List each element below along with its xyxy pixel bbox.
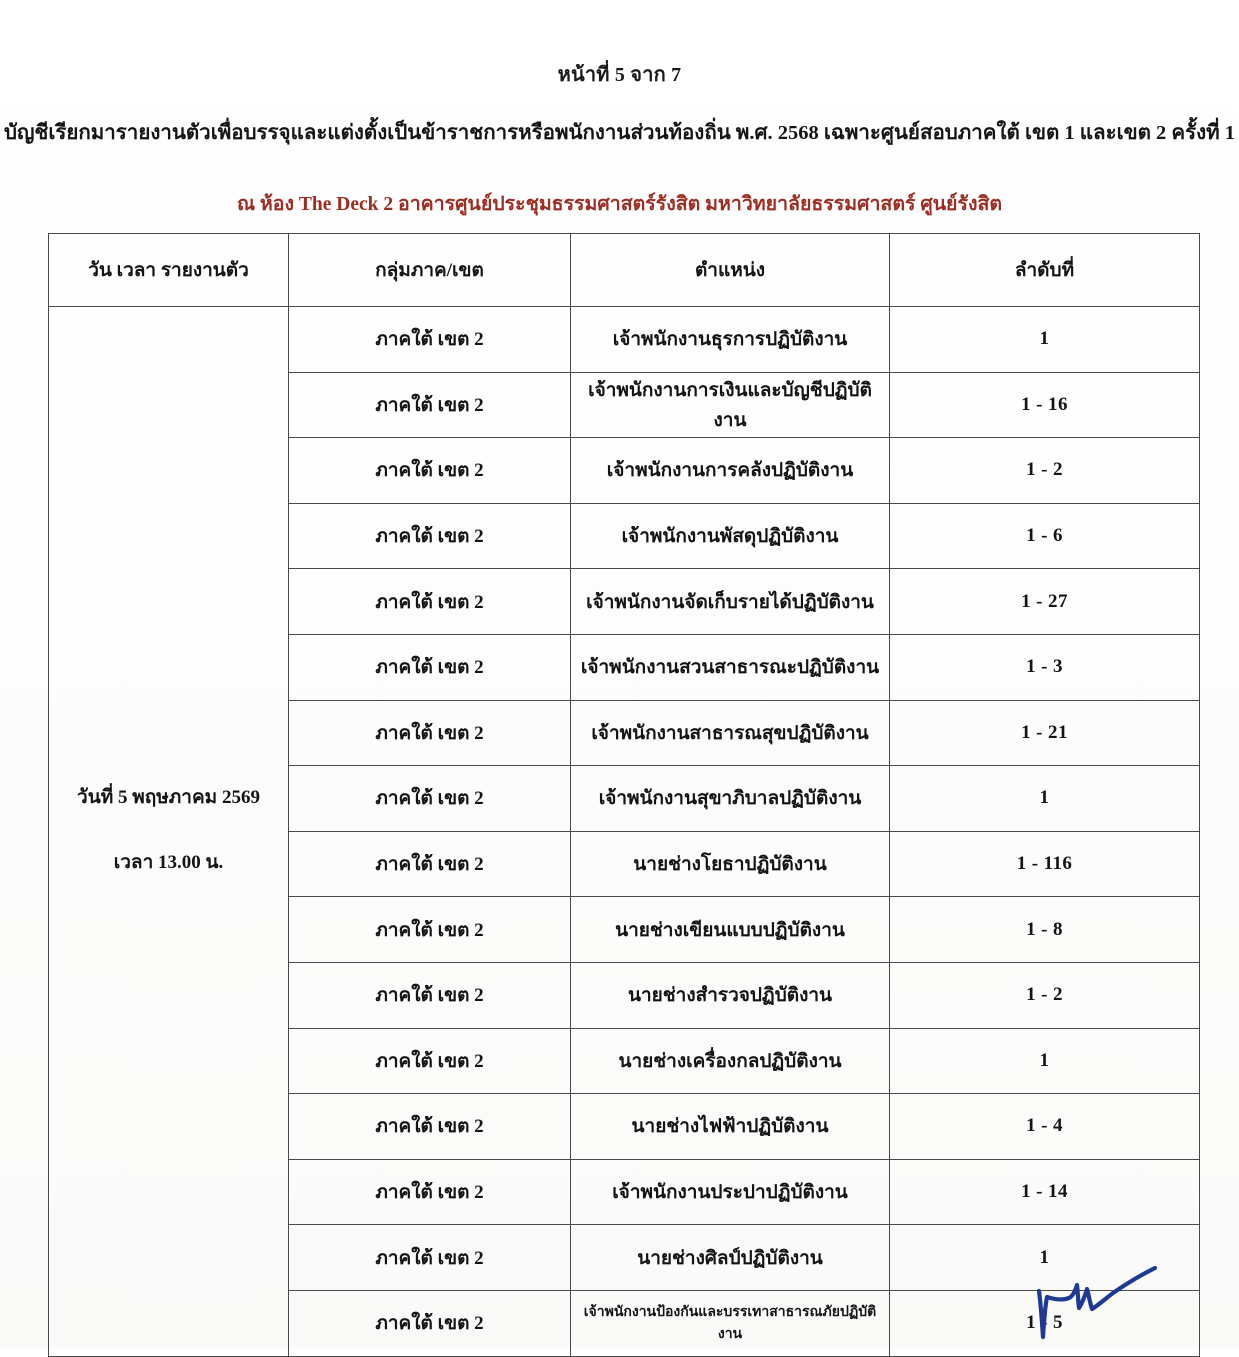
cell-position: นายช่างสำรวจปฏิบัติงาน bbox=[571, 962, 890, 1028]
cell-order: 1 - 5 bbox=[890, 1290, 1200, 1356]
cell-region: ภาคใต้ เขต 2 bbox=[289, 372, 571, 438]
cell-position: เจ้าพนักงานการคลังปฏิบัติงาน bbox=[571, 438, 890, 504]
cell-position: เจ้าพนักงานป้องกันและบรรเทาสาธารณภัยปฏิบัติงาน bbox=[571, 1290, 890, 1356]
cell-region: ภาคใต้ เขต 2 bbox=[289, 831, 571, 897]
cell-position: นายช่างโยธาปฏิบัติงาน bbox=[571, 831, 890, 897]
cell-position: เจ้าพนักงานสาธารณสุขปฏิบัติงาน bbox=[571, 700, 890, 766]
cell-region: ภาคใต้ เขต 2 bbox=[289, 1159, 571, 1225]
cell-position: เจ้าพนักงานพัสดุปฏิบัติงาน bbox=[571, 503, 890, 569]
cell-region: ภาคใต้ เขต 2 bbox=[289, 962, 571, 1028]
report-time: เวลา 13.00 น. bbox=[113, 852, 224, 874]
table-header bbox=[49, 234, 1200, 307]
document-title: บัญชีเรียกมารายงานตัวเพื่อบรรจุและแต่งตั้งเป็นข้าราชการหรือพนักงานส่วนท้องถิ่น พ.ศ. 2568 เฉพาะศูนย์สอบภาคใต้ เขต 1 และเขต 2 ครั้งที่ 1 bbox=[3, 122, 1236, 144]
cell-order: 1 bbox=[890, 307, 1200, 373]
column-header-order: ลำดับที่ bbox=[890, 234, 1200, 307]
cell-report-datetime bbox=[49, 307, 289, 1357]
cell-position: เจ้าพนักงานประปาปฏิบัติงาน bbox=[571, 1159, 890, 1225]
cell-order: 1 - 27 bbox=[890, 569, 1200, 635]
table-header-row bbox=[49, 234, 1200, 307]
cell-order: 1 - 16 bbox=[890, 372, 1200, 438]
table-row bbox=[49, 307, 1200, 373]
cell-order: 1 bbox=[890, 1225, 1200, 1291]
cell-region: ภาคใต้ เขต 2 bbox=[289, 634, 571, 700]
report-date: วันที่ 5 พฤษภาคม 2569 bbox=[77, 787, 260, 809]
cell-position: เจ้าพนักงานการเงินและบัญชีปฏิบัติงาน bbox=[571, 372, 890, 438]
cell-order: 1 - 2 bbox=[890, 962, 1200, 1028]
cell-region: ภาคใต้ เขต 2 bbox=[289, 1094, 571, 1160]
cell-order: 1 bbox=[890, 766, 1200, 832]
cell-position: เจ้าพนักงานธุรการปฏิบัติงาน bbox=[571, 307, 890, 373]
table-body bbox=[49, 307, 1200, 1357]
cell-region: ภาคใต้ เขต 2 bbox=[289, 897, 571, 963]
cell-position: เจ้าพนักงานสุขาภิบาลปฏิบัติงาน bbox=[571, 766, 890, 832]
cell-position: เจ้าพนักงานจัดเก็บรายได้ปฏิบัติงาน bbox=[571, 569, 890, 635]
cell-region: ภาคใต้ เขต 2 bbox=[289, 503, 571, 569]
column-header-region: กลุ่มภาค/เขต bbox=[289, 234, 571, 307]
cell-region: ภาคใต้ เขต 2 bbox=[289, 438, 571, 504]
column-header-position: ตำแหน่ง bbox=[571, 234, 890, 307]
report-table-container bbox=[48, 233, 1199, 1343]
cell-region: ภาคใต้ เขต 2 bbox=[289, 307, 571, 373]
cell-position: นายช่างไฟฟ้าปฏิบัติงาน bbox=[571, 1094, 890, 1160]
cell-order: 1 - 6 bbox=[890, 503, 1200, 569]
cell-region: ภาคใต้ เขต 2 bbox=[289, 569, 571, 635]
cell-position: เจ้าพนักงานสวนสาธารณะปฏิบัติงาน bbox=[571, 634, 890, 700]
cell-position: นายช่างเครื่องกลปฏิบัติงาน bbox=[571, 1028, 890, 1094]
column-header-datetime: วัน เวลา รายงานตัว bbox=[49, 234, 289, 307]
cell-order: 1 - 116 bbox=[890, 831, 1200, 897]
cell-position: นายช่างเขียนแบบปฏิบัติงาน bbox=[571, 897, 890, 963]
cell-order: 1 - 8 bbox=[890, 897, 1200, 963]
report-table bbox=[48, 233, 1200, 1357]
document-subtitle: ณ ห้อง The Deck 2 อาคารศูนย์ประชุมธรรมศาสตร์รังสิต มหาวิทยาลัยธรรมศาสตร์ ศูนย์รังสิต bbox=[236, 194, 1003, 215]
cell-region: ภาคใต้ เขต 2 bbox=[289, 1225, 571, 1291]
cell-order: 1 - 2 bbox=[890, 438, 1200, 504]
page-number: หน้าที่ 5 จาก 7 bbox=[557, 64, 682, 86]
cell-region: ภาคใต้ เขต 2 bbox=[289, 1028, 571, 1094]
cell-order: 1 - 21 bbox=[890, 700, 1200, 766]
cell-region: ภาคใต้ เขต 2 bbox=[289, 1290, 571, 1356]
cell-order: 1 - 4 bbox=[890, 1094, 1200, 1160]
cell-order: 1 bbox=[890, 1028, 1200, 1094]
cell-order: 1 - 14 bbox=[890, 1159, 1200, 1225]
cell-position: นายช่างศิลป์ปฏิบัติงาน bbox=[571, 1225, 890, 1291]
cell-order: 1 - 3 bbox=[890, 634, 1200, 700]
cell-region: ภาคใต้ เขต 2 bbox=[289, 700, 571, 766]
cell-region: ภาคใต้ เขต 2 bbox=[289, 766, 571, 832]
